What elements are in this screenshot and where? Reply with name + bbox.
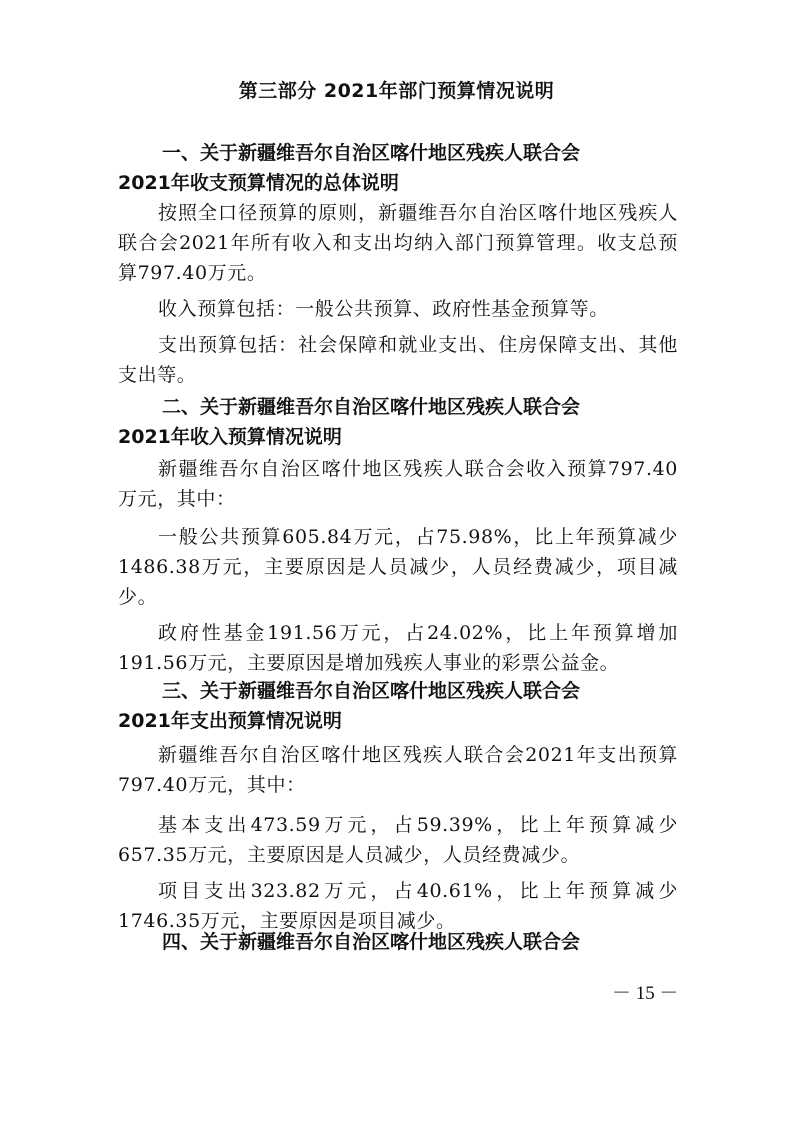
section-heading-line2: 2021年收入预算情况说明 [118,426,342,448]
paragraph: 支出预算包括：社会保障和就业支出、住房保障支出、其他支出等。 [118,334,678,386]
paragraph: 项目支出323.82万元，占40.61%，比上年预算减少1746.35万元，主要原因是项目减少。 [118,880,678,932]
section-heading [118,392,678,452]
section-heading [118,676,678,736]
paragraph: 按照全口径预算的原则，新疆维吾尔自治区喀什地区残疾人联合会2021年所有收入和支出均纳入部门预算管理。收支总预算797.40万元。 [118,202,678,284]
section-heading-line1: 四、关于新疆维吾尔自治区喀什地区残疾人联合会 [162,931,581,953]
section-1 [118,138,678,390]
page-number: － 15 － [612,983,679,1004]
section-heading-line1: 三、关于新疆维吾尔自治区喀什地区残疾人联合会 [162,680,581,702]
paragraph: 政府性基金191.56万元，占24.02%，比上年预算增加191.56万元，主要原因是增加残疾人事业的彩票公益金。 [118,622,678,674]
section-2 [118,392,678,678]
paragraph: 收入预算包括：一般公共预算、政府性基金预算等。 [158,298,609,320]
paragraph: 一般公共预算605.84万元，占75.98%，比上年预算减少1486.38万元，主要原因是人员减少，人员经费减少，项目减少。 [118,526,678,608]
section-heading-line2: 2021年支出预算情况说明 [118,710,342,732]
section-heading-line1: 二、关于新疆维吾尔自治区喀什地区残疾人联合会 [162,396,581,418]
paragraph: 基本支出473.59万元，占59.39%，比上年预算减少657.35万元，主要原因是人员减少，人员经费减少。 [118,814,678,866]
paragraph: 新疆维吾尔自治区喀什地区残疾人联合会收入预算797.40万元，其中： [118,458,678,510]
section-3 [118,676,678,936]
paragraph: 新疆维吾尔自治区喀什地区残疾人联合会2021年支出预算797.40万元，其中： [118,744,678,796]
section-heading [118,138,678,198]
section-heading-line1: 一、关于新疆维吾尔自治区喀什地区残疾人联合会 [162,142,581,164]
section-4 [118,927,678,957]
section-heading-line2: 2021年收支预算情况的总体说明 [118,172,399,194]
page-title: 第三部分 2021年部门预算情况说明 [238,80,555,102]
section-heading [118,927,678,957]
